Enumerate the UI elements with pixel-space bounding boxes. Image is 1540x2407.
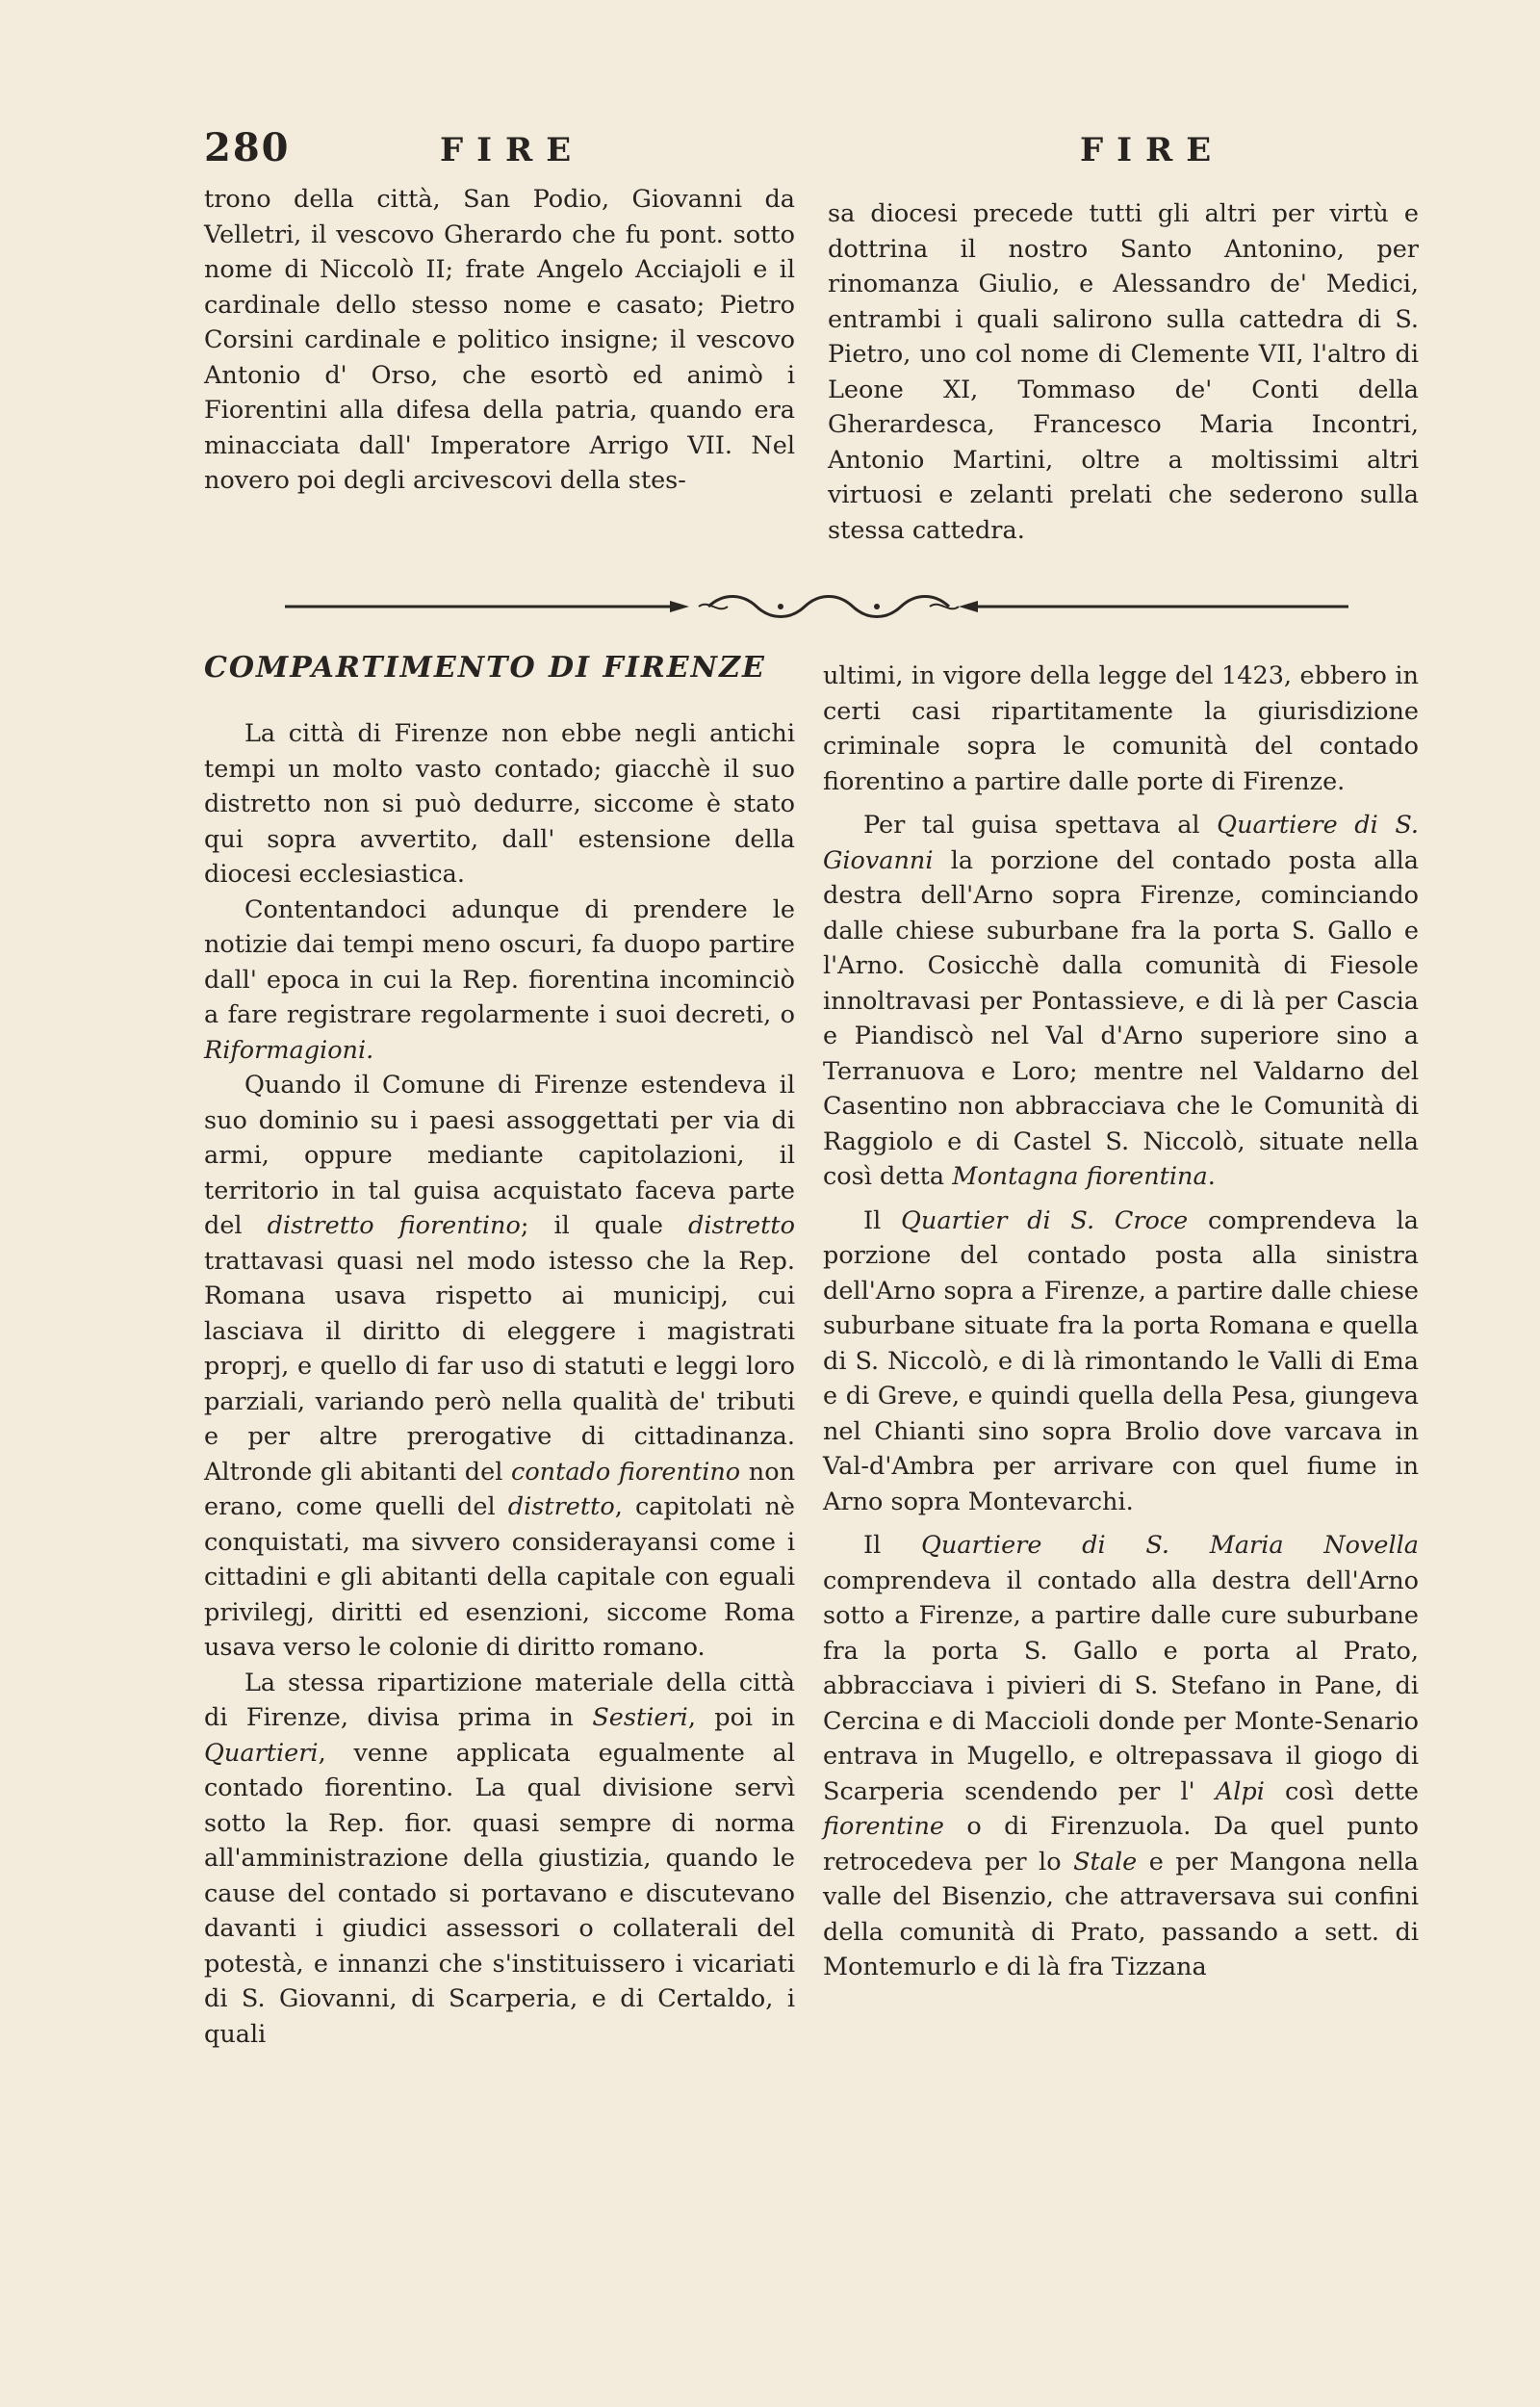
- paragraph: Contentandoci adunque di prendere le notizie dai tempi meno oscuri, fa duopo partire dall' epoca in cui la Rep. fiorentina incominciò a fare registrare regolarmente i suoi decreti, o Riformagioni.: [204, 894, 795, 1065]
- running-head: [204, 125, 1359, 183]
- running-head-left: FIRE: [440, 131, 585, 169]
- top-left-column: [204, 182, 795, 499]
- running-head-right: FIRE: [1080, 131, 1225, 169]
- top-right-text: sa diocesi precede tutti gli altri per virtù e dottrina il nostro Santo Antonino, per rinomanza Giulio, e Alessandro de' Medici, entrambi i quali salirono sulla cattedra di S. Pietro, uno col nome di Clemente VII, l'altro di Leone XI, Tommaso de' Conti della Gherardesca, Francesco Maria Incontri, Antonio Martini, oltre a moltissimi altri virtuosi e zelanti prelati che sederono sulla stessa cattedra.: [828, 199, 1419, 545]
- top-right-column: [828, 196, 1419, 548]
- bottom-left-column: [204, 716, 795, 2052]
- paragraph: Per tal guisa spettava al Quartiere di S. Giovanni la porzione del contado posta alla destra dell'Arno sopra Firenze, cominciando dalle chiese suburbane fra la porta S. Gallo e l'Arno. Cosicchè dalla comunità di Fiesole innoltravasi per Pontassieve, e di là per Cascia e Piandiscò nel Val d'Arno superiore sino a Terranuova e Loro; mentre nel Valdarno del Casentino non abbracciava che le Comunità di Raggiolo e di Castel S. Niccolò, situate nella così detta Montagna fiorentina.: [823, 811, 1419, 1191]
- section-title: COMPARTIMENTO DI FIRENZE: [204, 651, 766, 685]
- paragraph: La città di Firenze non ebbe negli antichi tempi un molto vasto contado; giacchè il suo distretto non si può dedurre, siccome è stato qui sopra avvertito, dall' estensione della diocesi ecclesiastica.: [204, 719, 795, 889]
- ornamental-divider: [285, 587, 1348, 626]
- paragraph: Il Quartier di S. Croce comprendeva la porzione del contado posta alla sinistra dell'Arno sopra a Firenze, a partire dalle chiese suburbane situate fra la porta Romana e quella di S. Niccolò, e di là rimontando le Valli di Ema e di Greve, e quindi quella della Pesa, giungeva nel Chianti sino sopra Brolio dove varcava in Val-d'Ambra per arrivare con quel fiume in Arno sopra Montevarchi.: [823, 1205, 1420, 1516]
- top-left-text: trono della città, San Podio, Giovanni da Velletri, il vescovo Gherardo che fu pont. sotto nome di Niccolò II; frate Angelo Acciajoli e il cardinale dello stesso nome e casato; Pietro Corsini cardinale e politico insigne; il vescovo Antonio d' Orso, che esortò ed animò i Fiorentini alla difesa della patria, quando era minacciata dall' Imperatore Arrigo VII. Nel novero poi degli arcivescovi della stes-: [204, 185, 795, 495]
- paragraph: Quando il Comune di Firenze estendeva il suo dominio su i paesi assoggettati per via di armi, oppure mediante capitolazioni, il territorio in tal guisa acquistato faceva parte del distretto fiorentino; il quale distretto trattavasi quasi nel modo istesso che la Rep. Romana usava rispetto ai municipj, cui lasciava il diritto di eleggere i magistrati proprj, e quello di far uso di statuti e leggi loro parziali, variando però nella qualità de' tributi e per altre prerogative di cittadinanza. Altronde gli abitanti del contado fiorentino non erano, come quelli del distretto, capitolati nè conquistati, ma sivvero considerayansi come i cittadini e gli abitanti della capitale con eguali privilegj, diritti ed esenzioni, siccome Roma usava verso le colonie di diritto romano.: [204, 1071, 795, 1662]
- page-number: 280: [204, 125, 291, 170]
- paragraph: ultimi, in vigore della legge del 1423, ebbero in certi casi ripartitamente la giurisdizione criminale sopra le comunità del contado fiorentino a partire dalle porte di Firenze.: [823, 661, 1419, 796]
- paragraph: Il Quartiere di S. Maria Novella comprendeva il contado alla destra dell'Arno sotto a Firenze, a partire dalle cure suburbane fra la porta S. Gallo e porta al Prato, abbracciava i pivieri di S. Stefano in Pane, di Cercina e di Maccioli donde per Monte-Senario entrava in Mugello, e oltrepassava il giogo di Scarperia scendendo per l' Alpi così dette fiorentine o di Firenzuola. Da quel punto retrocedeva per lo Stale e per Mangona nella valle del Bisenzio, che attraversava sui confini della comunità di Prato, passando a sett. di Montemurlo e di là fra Tizzana: [823, 1531, 1419, 1981]
- bottom-right-column: [823, 659, 1419, 1985]
- paragraph: La stessa ripartizione materiale della città di Firenze, divisa prima in Sestieri, poi in Quartieri, venne applicata egualmente al contado fiorentino. La qual divisione servì sotto la Rep. fior. quasi sempre di norma all'amministrazione della giustizia, quando le cause del contado si portavano e discutevano davanti i giudici assessori o collaterali del potestà, e innanzi che s'instituissero i vicariati di S. Giovanni, di Scarperia, e di Certaldo, i quali: [204, 1668, 795, 2049]
